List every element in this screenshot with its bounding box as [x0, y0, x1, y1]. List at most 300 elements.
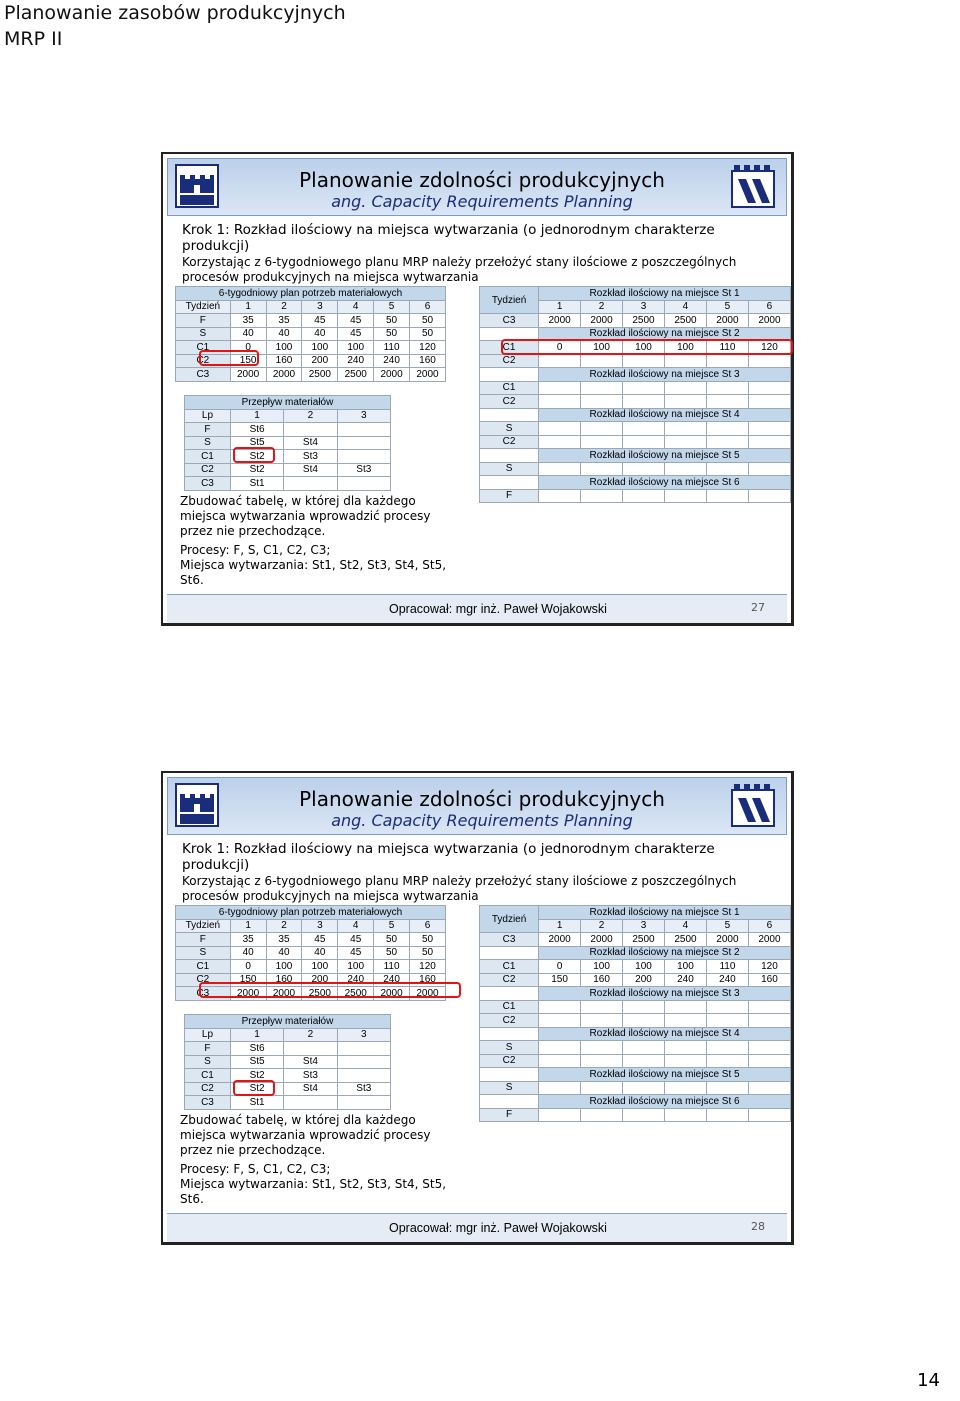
table-cell: 2000 [581, 933, 623, 947]
table-cell [748, 1054, 790, 1068]
table-cell [539, 1000, 581, 1014]
week-header: 4 [664, 300, 706, 314]
task-text: Zbudować tabelę, w której dla każdego miejsca wytwarzania wprowadzić procesy przez nie przechodzące. [180, 1113, 431, 1157]
material-flow-table [184, 1014, 391, 1110]
row-label: S [185, 436, 231, 450]
table-cell [706, 1014, 748, 1028]
row-label: C2 [480, 435, 539, 449]
table-cell [539, 395, 581, 409]
table-cell: St3 [337, 463, 390, 477]
table-cell: 150 [539, 973, 581, 987]
table-cell: 160 [748, 973, 790, 987]
section-caption: Rozkład ilościowy na miejsce St 5 [539, 449, 791, 463]
row-label: C1 [480, 1000, 539, 1014]
section-caption-row [480, 408, 791, 422]
table-cell: 2000 [581, 314, 623, 328]
week-header: 3 [623, 300, 665, 314]
table-cell: 240 [374, 354, 410, 368]
document-header [4, 0, 346, 52]
author: Opracował: mgr inż. Paweł Wojakowski [389, 602, 607, 616]
section-caption-row [480, 1027, 791, 1041]
week-header: 2 [266, 919, 302, 933]
table-cell: 2500 [623, 933, 665, 947]
table-cell: 100 [302, 960, 338, 974]
row-label: C3 [176, 368, 231, 382]
table-cell [748, 422, 790, 436]
table-caption-row [176, 906, 446, 920]
table-cell: 45 [338, 314, 374, 328]
table-cell [706, 462, 748, 476]
table-cell: 200 [302, 973, 338, 987]
table-row [185, 450, 391, 464]
table-cell [706, 1081, 748, 1095]
table-cell [706, 1041, 748, 1055]
table-cell: 100 [266, 341, 302, 355]
slide [161, 771, 794, 1245]
table-cell [748, 1108, 790, 1122]
week-header: 2 [581, 300, 623, 314]
table-cell [664, 1108, 706, 1122]
table-cell: 35 [266, 314, 302, 328]
week-header: 6 [410, 300, 446, 314]
row-label: C2 [480, 354, 539, 368]
table-row [185, 423, 391, 437]
table-cell [664, 1014, 706, 1028]
table-cell: 50 [374, 946, 410, 960]
table-row [480, 435, 791, 449]
table-cell: 2500 [664, 933, 706, 947]
row-label: C1 [480, 960, 539, 974]
table-header-row [185, 409, 391, 423]
section-caption-row [480, 1068, 791, 1082]
row-label: C2 [176, 973, 231, 987]
column-header: 2 [284, 1028, 337, 1042]
places-list: Miejsca wytwarzania: St1, St2, St3, St4, St5, St6. [180, 1177, 447, 1206]
table-cell [623, 462, 665, 476]
table-cell: 2500 [664, 314, 706, 328]
table-row [176, 314, 446, 328]
table-cell: 35 [230, 933, 266, 947]
table-row [480, 314, 791, 328]
table-cell: 2000 [706, 314, 748, 328]
table-row [185, 477, 391, 491]
table-cell: St6 [230, 423, 283, 437]
table-cell [706, 1108, 748, 1122]
table-cell [337, 477, 390, 491]
table-cell [539, 462, 581, 476]
table-caption: Przepływ materiałów [185, 1015, 391, 1029]
table-cell: 100 [581, 960, 623, 974]
highlight-box [501, 339, 793, 355]
table-cell [581, 422, 623, 436]
row-label: S [176, 946, 231, 960]
document-title: Planowanie zasobów produkcyjnych [4, 2, 346, 24]
table-row [480, 422, 791, 436]
table-cell: 2500 [302, 368, 338, 382]
table-caption: 6-tygodniowy plan potrzeb materiałowych [176, 287, 446, 301]
table-cell [664, 381, 706, 395]
table-cell: St5 [230, 1055, 283, 1069]
table-cell [706, 1000, 748, 1014]
table-cell: 45 [302, 314, 338, 328]
table-cell [748, 462, 790, 476]
row-label: C1 [176, 341, 231, 355]
table-cell: St3 [284, 1069, 337, 1083]
caption-spacer [480, 476, 539, 490]
table-cell: 160 [581, 973, 623, 987]
row-label: S [480, 462, 539, 476]
table-cell [748, 395, 790, 409]
table-cell [581, 1054, 623, 1068]
table-cell: 0 [539, 960, 581, 974]
week-header: 2 [266, 300, 302, 314]
table-cell: 120 [748, 960, 790, 974]
table-cell: 2000 [748, 933, 790, 947]
table-cell [664, 395, 706, 409]
table-cell [623, 435, 665, 449]
table-cell: 100 [664, 960, 706, 974]
table-cell [664, 354, 706, 368]
section-caption-row [480, 987, 791, 1001]
table-cell [581, 1081, 623, 1095]
week-header: 5 [706, 919, 748, 933]
table-cell [706, 435, 748, 449]
table-cell: 100 [581, 341, 623, 355]
table-cell [623, 489, 665, 503]
slide-footer [167, 1213, 787, 1242]
week-header: 1 [230, 300, 266, 314]
row-label: C3 [480, 314, 539, 328]
table-cell: 35 [266, 933, 302, 947]
table-cell [337, 450, 390, 464]
university-logo-icon [174, 163, 220, 209]
table-cell: 240 [338, 354, 374, 368]
table-cell: 2000 [374, 987, 410, 1001]
table-cell [337, 1042, 390, 1056]
table-row [480, 1000, 791, 1014]
table-cell: 50 [410, 314, 446, 328]
table-row [480, 1054, 791, 1068]
section-caption: Rozkład ilościowy na miejsce St 4 [539, 408, 791, 422]
week-header: 6 [410, 919, 446, 933]
mrp-plan-table [175, 286, 446, 382]
table-cell [539, 489, 581, 503]
table-row [176, 960, 446, 974]
table-row [185, 1069, 391, 1083]
table-cell [539, 435, 581, 449]
table-cell: 50 [410, 933, 446, 947]
table-cell [539, 1081, 581, 1095]
table-cell: 160 [266, 973, 302, 987]
table-cell [581, 489, 623, 503]
column-header: Lp [185, 1028, 231, 1042]
highlight-box [233, 447, 275, 463]
table-cell [539, 1108, 581, 1122]
table-cell [748, 435, 790, 449]
section-caption: Rozkład ilościowy na miejsce St 6 [539, 476, 791, 490]
table-caption: 6-tygodniowy plan potrzeb materiałowych [176, 906, 446, 920]
table-cell: St4 [284, 1082, 337, 1096]
table-cell [581, 1041, 623, 1055]
table-row [480, 395, 791, 409]
table-cell [664, 1000, 706, 1014]
table-row [185, 1082, 391, 1096]
table-cell: 50 [410, 946, 446, 960]
table-row [480, 973, 791, 987]
row-label: F [480, 489, 539, 503]
table-cell: 40 [266, 946, 302, 960]
table-cell: 120 [410, 341, 446, 355]
table-cell: St5 [230, 436, 283, 450]
table-cell: 100 [266, 960, 302, 974]
document-subtitle: MRP II [4, 28, 63, 50]
week-header: 3 [302, 300, 338, 314]
table-cell [706, 422, 748, 436]
page-number: 14 [917, 1370, 940, 1391]
table-cell: 2000 [374, 368, 410, 382]
table-cell [623, 1081, 665, 1095]
section-caption: Rozkład ilościowy na miejsce St 1 [539, 906, 791, 920]
table-cell [539, 1041, 581, 1055]
week-label: Tydzień [176, 300, 231, 314]
table-cell [337, 1055, 390, 1069]
section-caption: Rozkład ilościowy na miejsce St 6 [539, 1095, 791, 1109]
section-caption-row [480, 1095, 791, 1109]
table-cell: 45 [302, 933, 338, 947]
table-cell [706, 354, 748, 368]
table-row [480, 354, 791, 368]
table-cell: 40 [302, 946, 338, 960]
task-description [180, 494, 450, 588]
table-cell: 0 [539, 341, 581, 355]
table-cell: 120 [748, 341, 790, 355]
table-cell [748, 381, 790, 395]
table-cell: St2 [230, 1082, 283, 1096]
column-header: 1 [230, 409, 283, 423]
slide-subtitle: ang. Capacity Requirements Planning [331, 811, 633, 830]
table-cell [748, 1081, 790, 1095]
table-cell: 200 [623, 973, 665, 987]
slide-header [167, 158, 787, 216]
week-label: Tydzień [480, 906, 539, 933]
table-cell: 2000 [230, 368, 266, 382]
table-cell [581, 435, 623, 449]
table-cell: 120 [410, 960, 446, 974]
row-label: C1 [185, 1069, 231, 1083]
table-header-row [176, 300, 446, 314]
caption-spacer [480, 368, 539, 382]
week-header: 1 [539, 919, 581, 933]
table-cell: 110 [706, 960, 748, 974]
row-label: C2 [480, 395, 539, 409]
table-cell: 150 [230, 973, 266, 987]
week-header: 4 [338, 300, 374, 314]
table-cell: 240 [374, 973, 410, 987]
table-row [480, 381, 791, 395]
week-header: 1 [230, 919, 266, 933]
week-header: 3 [623, 919, 665, 933]
table-caption: Przepływ materiałów [185, 396, 391, 410]
table-cell: 35 [230, 314, 266, 328]
table-cell: St2 [230, 463, 283, 477]
table-cell: 100 [302, 341, 338, 355]
table-cell [748, 1000, 790, 1014]
table-row [176, 946, 446, 960]
slide-number: 27 [751, 601, 765, 614]
table-row [185, 436, 391, 450]
caption-spacer [480, 449, 539, 463]
table-header-row [176, 919, 446, 933]
table-cell: 110 [706, 341, 748, 355]
capacity-distribution-table [479, 286, 791, 503]
table-row [185, 1055, 391, 1069]
caption-spacer [480, 987, 539, 1001]
table-cell: 240 [664, 973, 706, 987]
table-cell: 160 [266, 354, 302, 368]
processes-list: Procesy: F, S, C1, C2, C3; [180, 543, 331, 557]
caption-spacer [480, 1027, 539, 1041]
table-cell [664, 435, 706, 449]
table-cell [664, 1081, 706, 1095]
table-cell: 160 [410, 354, 446, 368]
table-cell: 40 [230, 327, 266, 341]
table-row [480, 1041, 791, 1055]
table-cell: St6 [230, 1042, 283, 1056]
table-cell [337, 1069, 390, 1083]
table-cell [706, 381, 748, 395]
intro-text: Korzystając z 6-tygodniowego planu MRP należy przełożyć stany ilościowe z poszczególnych procesów produkcyjnych na miejsca wytwarzania [182, 874, 737, 903]
row-label: C3 [480, 933, 539, 947]
week-header: 4 [338, 919, 374, 933]
table-cell: 2500 [623, 314, 665, 328]
faculty-logo-icon [730, 782, 776, 828]
table-cell [623, 422, 665, 436]
table-cell [581, 1014, 623, 1028]
table-cell: 150 [230, 354, 266, 368]
table-row [185, 1096, 391, 1110]
table-cell: St4 [284, 463, 337, 477]
table-cell: 100 [623, 341, 665, 355]
row-label: C3 [185, 1096, 231, 1110]
row-label: C1 [480, 341, 539, 355]
table-cell: 45 [338, 933, 374, 947]
row-label: C2 [480, 1014, 539, 1028]
intro-text: Korzystając z 6-tygodniowego planu MRP należy przełożyć stany ilościowe z poszczególnych procesów produkcyjnych na miejsca wytwarzania [182, 255, 737, 284]
highlight-box [233, 1080, 275, 1096]
section-caption: Rozkład ilościowy na miejsce St 2 [539, 327, 791, 341]
table-cell: 2500 [338, 987, 374, 1001]
step-heading: Krok 1: Rozkład ilościowy na miejsca wytwarzania (o jednorodnym charakterze produkcji) [182, 222, 715, 254]
table-cell: 0 [230, 960, 266, 974]
week-label: Tydzień [480, 287, 539, 314]
table-cell: 2000 [706, 933, 748, 947]
table-cell [706, 395, 748, 409]
table-cell [581, 1000, 623, 1014]
column-header: 2 [284, 409, 337, 423]
table-cell: St1 [230, 1096, 283, 1110]
table-cell: 200 [302, 354, 338, 368]
section-caption: Rozkład ilościowy na miejsce St 1 [539, 287, 791, 301]
week-header: 6 [748, 919, 790, 933]
table-cell [664, 1054, 706, 1068]
caption-spacer [480, 946, 539, 960]
table-cell: St4 [284, 1055, 337, 1069]
table-cell [284, 1096, 337, 1110]
slide-title: Planowanie zdolności produkcyjnych [299, 787, 665, 811]
table-cell: 40 [302, 327, 338, 341]
table-cell: 100 [623, 960, 665, 974]
table-cell: St4 [284, 436, 337, 450]
table-caption-row [176, 287, 446, 301]
table-row [480, 1014, 791, 1028]
table-cell: 110 [374, 960, 410, 974]
university-logo-icon [174, 782, 220, 828]
week-label: Tydzień [176, 919, 231, 933]
section-caption-row [480, 287, 791, 301]
table-cell: 2500 [302, 987, 338, 1001]
row-label: C3 [185, 477, 231, 491]
table-cell: 160 [410, 973, 446, 987]
week-header: 5 [374, 919, 410, 933]
week-header: 1 [539, 300, 581, 314]
table-cell: 2000 [410, 987, 446, 1001]
table-cell: St3 [284, 450, 337, 464]
table-cell: 2000 [539, 314, 581, 328]
table-cell [623, 1054, 665, 1068]
row-label: C1 [480, 381, 539, 395]
section-caption: Rozkład ilościowy na miejsce St 4 [539, 1027, 791, 1041]
slide [161, 152, 794, 626]
table-cell [337, 1096, 390, 1110]
table-row [176, 368, 446, 382]
row-label: C2 [185, 1082, 231, 1096]
table-cell [284, 423, 337, 437]
table-cell: 2000 [230, 987, 266, 1001]
table-cell: 2000 [410, 368, 446, 382]
row-label: S [480, 1041, 539, 1055]
table-cell: 100 [338, 960, 374, 974]
table-cell: 2000 [539, 933, 581, 947]
processes-list: Procesy: F, S, C1, C2, C3; [180, 1162, 331, 1176]
row-label: S [480, 1081, 539, 1095]
table-cell: 45 [338, 327, 374, 341]
week-header: 3 [302, 919, 338, 933]
row-label: C2 [480, 973, 539, 987]
table-cell: 100 [664, 341, 706, 355]
caption-spacer [480, 1068, 539, 1082]
table-caption-row [185, 1015, 391, 1029]
table-cell [706, 1054, 748, 1068]
section-caption: Rozkład ilościowy na miejsce St 2 [539, 946, 791, 960]
table-cell [337, 423, 390, 437]
table-cell [623, 1000, 665, 1014]
week-header: 4 [664, 919, 706, 933]
table-cell: 240 [338, 973, 374, 987]
table-cell: St2 [230, 450, 283, 464]
table-cell: 100 [338, 341, 374, 355]
places-list: Miejsca wytwarzania: St1, St2, St3, St4, St5, St6. [180, 558, 447, 587]
section-caption-row [480, 449, 791, 463]
table-caption-row [185, 396, 391, 410]
row-label: F [480, 1108, 539, 1122]
table-cell: St2 [230, 1069, 283, 1083]
row-label: S [176, 327, 231, 341]
row-label: C2 [185, 463, 231, 477]
row-label: S [185, 1055, 231, 1069]
table-cell: 45 [338, 946, 374, 960]
table-cell [539, 422, 581, 436]
step-heading: Krok 1: Rozkład ilościowy na miejsca wytwarzania (o jednorodnym charakterze produkcji) [182, 841, 715, 873]
